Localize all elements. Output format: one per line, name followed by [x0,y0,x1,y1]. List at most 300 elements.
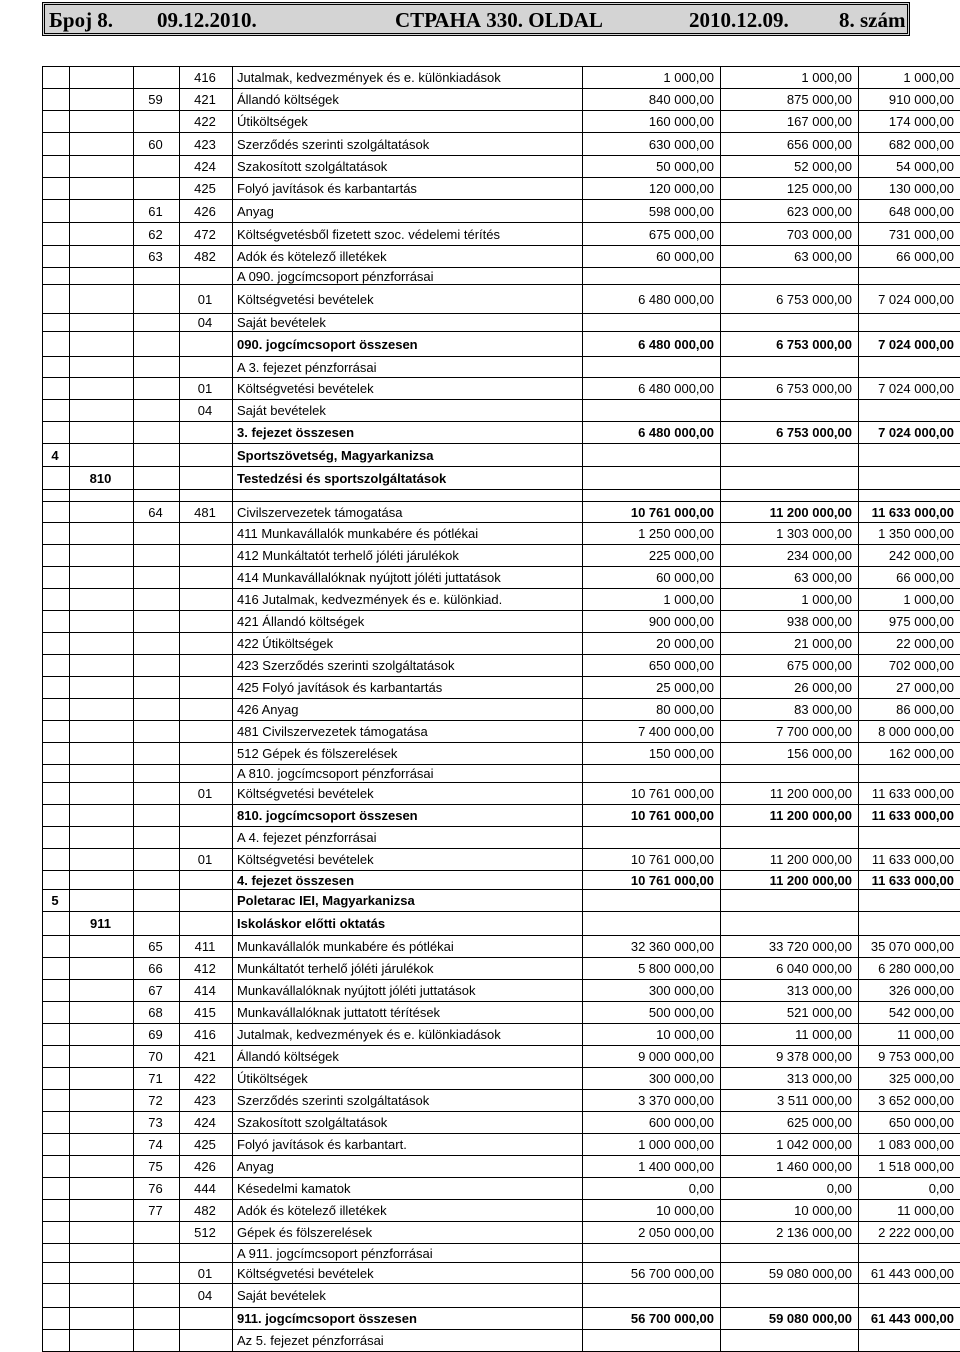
position-cell [134,111,180,133]
amount-2012-cell: 875 000,00 [721,89,859,111]
chapter-cell [43,1222,70,1244]
description-cell: 4. fejezet összesen [233,871,583,890]
account-cell [180,677,233,699]
chapter-cell [43,805,70,827]
amount-2012-cell: 10 000,00 [721,1200,859,1222]
description-cell: 412 Munkáltatót terhelő jóléti járulékok [233,545,583,567]
position-cell [134,1263,180,1284]
account-cell [180,422,233,444]
function-cell [70,178,134,200]
amount-2011-cell: 675 000,00 [583,223,721,246]
amount-2012-cell: 6 753 000,00 [721,332,859,357]
account-cell: 424 [180,1112,233,1134]
table-row [43,912,960,936]
position-cell [134,589,180,611]
table-row [43,1263,960,1284]
amount-2011-cell [583,890,721,912]
function-cell [70,1200,134,1222]
description-cell: Költségvetési bevételek [233,1263,583,1284]
function-cell [70,633,134,655]
position-cell: 76 [134,1178,180,1200]
account-cell [180,611,233,633]
amount-2012-cell: 83 000,00 [721,699,859,721]
amount-2011-cell [583,827,721,849]
amount-2011-cell [583,912,721,936]
position-cell [134,1222,180,1244]
amount-2013-cell [859,444,960,467]
header-date-hu: 2010.12.09. [689,8,789,33]
amount-2013-cell: 242 000,00 [859,545,960,567]
amount-2011-cell: 32 360 000,00 [583,936,721,958]
position-cell: 61 [134,200,180,223]
function-cell [70,502,134,523]
function-cell [70,871,134,890]
table-row [43,1090,960,1112]
position-cell [134,378,180,400]
function-cell [70,1024,134,1046]
position-cell [134,849,180,871]
function-cell [70,111,134,133]
account-cell: 04 [180,400,233,422]
account-cell [180,589,233,611]
chapter-cell [43,246,70,268]
description-cell: Folyó javítások és karbantart. [233,1134,583,1156]
function-cell [70,357,134,378]
account-cell: 415 [180,1002,233,1024]
chapter-cell [43,502,70,523]
chapter-cell [43,156,70,178]
table-row [43,1308,960,1330]
description-cell: A 3. fejezet pénzforrásai [233,357,583,378]
amount-2012-cell: 11 200 000,00 [721,805,859,827]
table-row [43,567,960,589]
description-cell: Szerződés szerinti szolgáltatások [233,133,583,156]
position-cell [134,567,180,589]
table-row [43,523,960,545]
budget-table [42,66,960,1352]
table-row [43,444,960,467]
position-cell [134,67,180,89]
function-cell [70,1046,134,1068]
function-cell [70,1002,134,1024]
account-cell [180,743,233,765]
chapter-cell [43,958,70,980]
description-cell: A 4. fejezet pénzforrásai [233,827,583,849]
function-cell [70,314,134,332]
amount-2012-cell: 1 042 000,00 [721,1134,859,1156]
amount-2013-cell: 682 000,00 [859,133,960,156]
position-cell [134,357,180,378]
account-cell: 423 [180,1090,233,1112]
amount-2011-cell: 120 000,00 [583,178,721,200]
amount-2013-cell: 86 000,00 [859,699,960,721]
function-cell [70,444,134,467]
function-cell [70,67,134,89]
position-cell [134,314,180,332]
position-cell [134,490,180,502]
position-cell [134,721,180,743]
chapter-cell [43,89,70,111]
description-cell: 421 Állandó költségek [233,611,583,633]
amount-2011-cell: 225 000,00 [583,545,721,567]
amount-2011-cell: 25 000,00 [583,677,721,699]
amount-2012-cell: 11 000,00 [721,1024,859,1046]
account-cell: 481 [180,502,233,523]
header-issue-hu: 8. szám [839,8,906,33]
chapter-cell [43,912,70,936]
table-row [43,1002,960,1024]
amount-2011-cell [583,467,721,490]
function-cell [70,1178,134,1200]
position-cell [134,633,180,655]
chapter-cell [43,285,70,314]
account-cell: 423 [180,133,233,156]
amount-2011-cell: 5 800 000,00 [583,958,721,980]
amount-2013-cell: 11 633 000,00 [859,502,960,523]
position-cell [134,523,180,545]
amount-2012-cell [721,890,859,912]
function-cell [70,655,134,677]
account-cell: 416 [180,1024,233,1046]
description-cell: Költségvetési bevételek [233,849,583,871]
function-cell [70,133,134,156]
amount-2013-cell [859,314,960,332]
amount-2011-cell: 300 000,00 [583,980,721,1002]
description-cell: Saját bevételek [233,400,583,422]
function-cell [70,567,134,589]
chapter-cell [43,490,70,502]
amount-2013-cell: 648 000,00 [859,200,960,223]
account-cell: 01 [180,285,233,314]
amount-2011-cell [583,1330,721,1352]
account-cell: 444 [180,1178,233,1200]
amount-2013-cell: 11 000,00 [859,1024,960,1046]
chapter-cell [43,223,70,246]
amount-2012-cell: 59 080 000,00 [721,1308,859,1330]
account-cell: 411 [180,936,233,958]
account-cell: 426 [180,200,233,223]
account-cell [180,1330,233,1352]
description-cell: Költségvetési bevételek [233,783,583,805]
amount-2013-cell: 7 024 000,00 [859,332,960,357]
table-row [43,200,960,223]
position-cell: 73 [134,1112,180,1134]
amount-2011-cell [583,444,721,467]
amount-2013-cell: 1 350 000,00 [859,523,960,545]
amount-2013-cell: 54 000,00 [859,156,960,178]
position-cell: 70 [134,1046,180,1068]
chapter-cell [43,765,70,783]
amount-2012-cell: 63 000,00 [721,246,859,268]
function-cell: 810 [70,467,134,490]
table-row [43,890,960,912]
account-cell [180,268,233,285]
account-cell [180,567,233,589]
account-cell: 512 [180,1222,233,1244]
account-cell: 422 [180,1068,233,1090]
amount-2012-cell [721,1244,859,1263]
description-cell: 414 Munkavállalóknak nyújtott jóléti juttatások [233,567,583,589]
amount-2013-cell: 326 000,00 [859,980,960,1002]
account-cell: 422 [180,111,233,133]
amount-2011-cell: 840 000,00 [583,89,721,111]
description-cell: Civilszervezetek támogatása [233,502,583,523]
position-cell [134,285,180,314]
amount-2012-cell [721,765,859,783]
account-cell: 04 [180,1284,233,1308]
table-row [43,378,960,400]
amount-2012-cell [721,912,859,936]
function-cell [70,611,134,633]
amount-2011-cell: 60 000,00 [583,246,721,268]
account-cell [180,332,233,357]
chapter-cell [43,1244,70,1263]
chapter-cell [43,332,70,357]
description-cell: Anyag [233,1156,583,1178]
amount-2013-cell [859,467,960,490]
position-cell [134,611,180,633]
table-row [43,89,960,111]
amount-2011-cell: 650 000,00 [583,655,721,677]
chapter-cell [43,1090,70,1112]
position-cell: 66 [134,958,180,980]
table-row [43,849,960,871]
amount-2012-cell [721,1330,859,1352]
amount-2013-cell: 0,00 [859,1178,960,1200]
amount-2013-cell: 910 000,00 [859,89,960,111]
amount-2012-cell: 6 753 000,00 [721,422,859,444]
amount-2012-cell: 3 511 000,00 [721,1090,859,1112]
chapter-cell [43,849,70,871]
amount-2013-cell: 174 000,00 [859,111,960,133]
function-cell [70,1068,134,1090]
amount-2012-cell: 63 000,00 [721,567,859,589]
amount-2011-cell: 6 480 000,00 [583,285,721,314]
position-cell: 63 [134,246,180,268]
description-cell: Késedelmi kamatok [233,1178,583,1200]
position-cell: 62 [134,223,180,246]
account-cell [180,467,233,490]
table-row [43,1200,960,1222]
function-cell [70,545,134,567]
description-cell: Költségvetési bevételek [233,285,583,314]
chapter-cell [43,1200,70,1222]
account-cell [180,827,233,849]
amount-2012-cell: 6 753 000,00 [721,378,859,400]
amount-2013-cell [859,490,960,502]
description-cell: Munkavállalóknak juttatott térítések [233,1002,583,1024]
account-cell: 414 [180,980,233,1002]
position-cell: 59 [134,89,180,111]
table-row [43,357,960,378]
function-cell [70,699,134,721]
position-cell: 75 [134,1156,180,1178]
description-cell: Szakosított szolgáltatások [233,1112,583,1134]
chapter-cell [43,545,70,567]
position-cell: 65 [134,936,180,958]
table-row [43,871,960,890]
amount-2012-cell: 0,00 [721,1178,859,1200]
position-cell [134,1244,180,1263]
amount-2013-cell: 8 000 000,00 [859,721,960,743]
table-row [43,1134,960,1156]
description-cell: Anyag [233,200,583,223]
account-cell [180,545,233,567]
description-cell: Az 5. fejezet pénzforrásai [233,1330,583,1352]
description-cell [233,490,583,502]
amount-2013-cell: 7 024 000,00 [859,378,960,400]
chapter-cell [43,1178,70,1200]
position-cell: 77 [134,1200,180,1222]
chapter-cell [43,314,70,332]
position-cell [134,545,180,567]
position-cell [134,332,180,357]
position-cell [134,912,180,936]
table-row [43,223,960,246]
account-cell: 425 [180,178,233,200]
amount-2013-cell: 130 000,00 [859,178,960,200]
description-cell: Jutalmak, kedvezmények és e. különkiadások [233,1024,583,1046]
function-cell [70,223,134,246]
account-cell: 01 [180,378,233,400]
position-cell [134,1330,180,1352]
amount-2012-cell: 125 000,00 [721,178,859,200]
table-row [43,285,960,314]
chapter-cell [43,1068,70,1090]
position-cell: 71 [134,1068,180,1090]
amount-2013-cell [859,357,960,378]
amount-2013-cell: 1 083 000,00 [859,1134,960,1156]
table-row [43,783,960,805]
amount-2012-cell [721,268,859,285]
amount-2011-cell: 80 000,00 [583,699,721,721]
table-row [43,827,960,849]
function-cell [70,200,134,223]
chapter-cell [43,936,70,958]
amount-2013-cell [859,1284,960,1308]
amount-2011-cell [583,268,721,285]
function-cell [70,890,134,912]
table-row [43,1112,960,1134]
amount-2012-cell [721,490,859,502]
account-cell [180,1244,233,1263]
description-cell: A 810. jogcímcsoport pénzforrásai [233,765,583,783]
function-cell [70,1284,134,1308]
amount-2013-cell [859,912,960,936]
function-cell [70,589,134,611]
amount-2011-cell: 6 480 000,00 [583,422,721,444]
amount-2011-cell [583,490,721,502]
position-cell [134,743,180,765]
function-cell [70,783,134,805]
table-row [43,67,960,89]
amount-2011-cell: 3 370 000,00 [583,1090,721,1112]
amount-2013-cell: 1 518 000,00 [859,1156,960,1178]
chapter-cell [43,1156,70,1178]
amount-2013-cell [859,400,960,422]
table-row [43,1024,960,1046]
position-cell [134,890,180,912]
account-cell: 482 [180,246,233,268]
description-cell: A 090. jogcímcsoport pénzforrásai [233,268,583,285]
chapter-cell [43,133,70,156]
amount-2011-cell: 10 761 000,00 [583,871,721,890]
chapter-cell [43,378,70,400]
position-cell [134,467,180,490]
function-cell [70,936,134,958]
chapter-cell [43,1046,70,1068]
amount-2012-cell: 11 200 000,00 [721,871,859,890]
amount-2012-cell: 313 000,00 [721,1068,859,1090]
function-cell [70,677,134,699]
function-cell [70,1222,134,1244]
function-cell [70,490,134,502]
account-cell [180,490,233,502]
amount-2012-cell [721,314,859,332]
amount-2012-cell: 59 080 000,00 [721,1263,859,1284]
amount-2011-cell: 2 050 000,00 [583,1222,721,1244]
description-cell: Munkáltatót terhelő jóléti járulékok [233,958,583,980]
chapter-cell [43,400,70,422]
amount-2011-cell: 1 400 000,00 [583,1156,721,1178]
position-cell [134,1308,180,1330]
chapter-cell [43,611,70,633]
chapter-cell [43,1330,70,1352]
account-cell: 482 [180,1200,233,1222]
amount-2013-cell: 1 000,00 [859,67,960,89]
amount-2013-cell: 66 000,00 [859,567,960,589]
table-row [43,743,960,765]
position-cell [134,178,180,200]
chapter-cell [43,422,70,444]
amount-2012-cell: 52 000,00 [721,156,859,178]
amount-2013-cell [859,890,960,912]
chapter-cell [43,567,70,589]
table-row [43,655,960,677]
table-row [43,332,960,357]
amount-2011-cell: 1 000,00 [583,67,721,89]
function-cell [70,1090,134,1112]
table-row [43,156,960,178]
table-row [43,111,960,133]
chapter-cell [43,268,70,285]
description-cell: A 911. jogcímcsoport pénzforrásai [233,1244,583,1263]
amount-2012-cell [721,827,859,849]
function-cell [70,827,134,849]
table-row [43,699,960,721]
account-cell [180,765,233,783]
account-cell: 01 [180,849,233,871]
function-cell [70,805,134,827]
description-cell: 512 Gépek és fölszerelések [233,743,583,765]
amount-2011-cell: 56 700 000,00 [583,1308,721,1330]
description-cell: 425 Folyó javítások és karbantartás [233,677,583,699]
account-cell: 01 [180,1263,233,1284]
amount-2013-cell [859,827,960,849]
function-cell [70,422,134,444]
chapter-cell [43,699,70,721]
position-cell [134,677,180,699]
function-cell [70,1263,134,1284]
chapter-cell [43,67,70,89]
chapter-cell [43,1308,70,1330]
function-cell [70,285,134,314]
chapter-cell [43,871,70,890]
account-cell: 04 [180,314,233,332]
table-row [43,400,960,422]
amount-2013-cell: 11 633 000,00 [859,805,960,827]
table-row [43,490,960,502]
